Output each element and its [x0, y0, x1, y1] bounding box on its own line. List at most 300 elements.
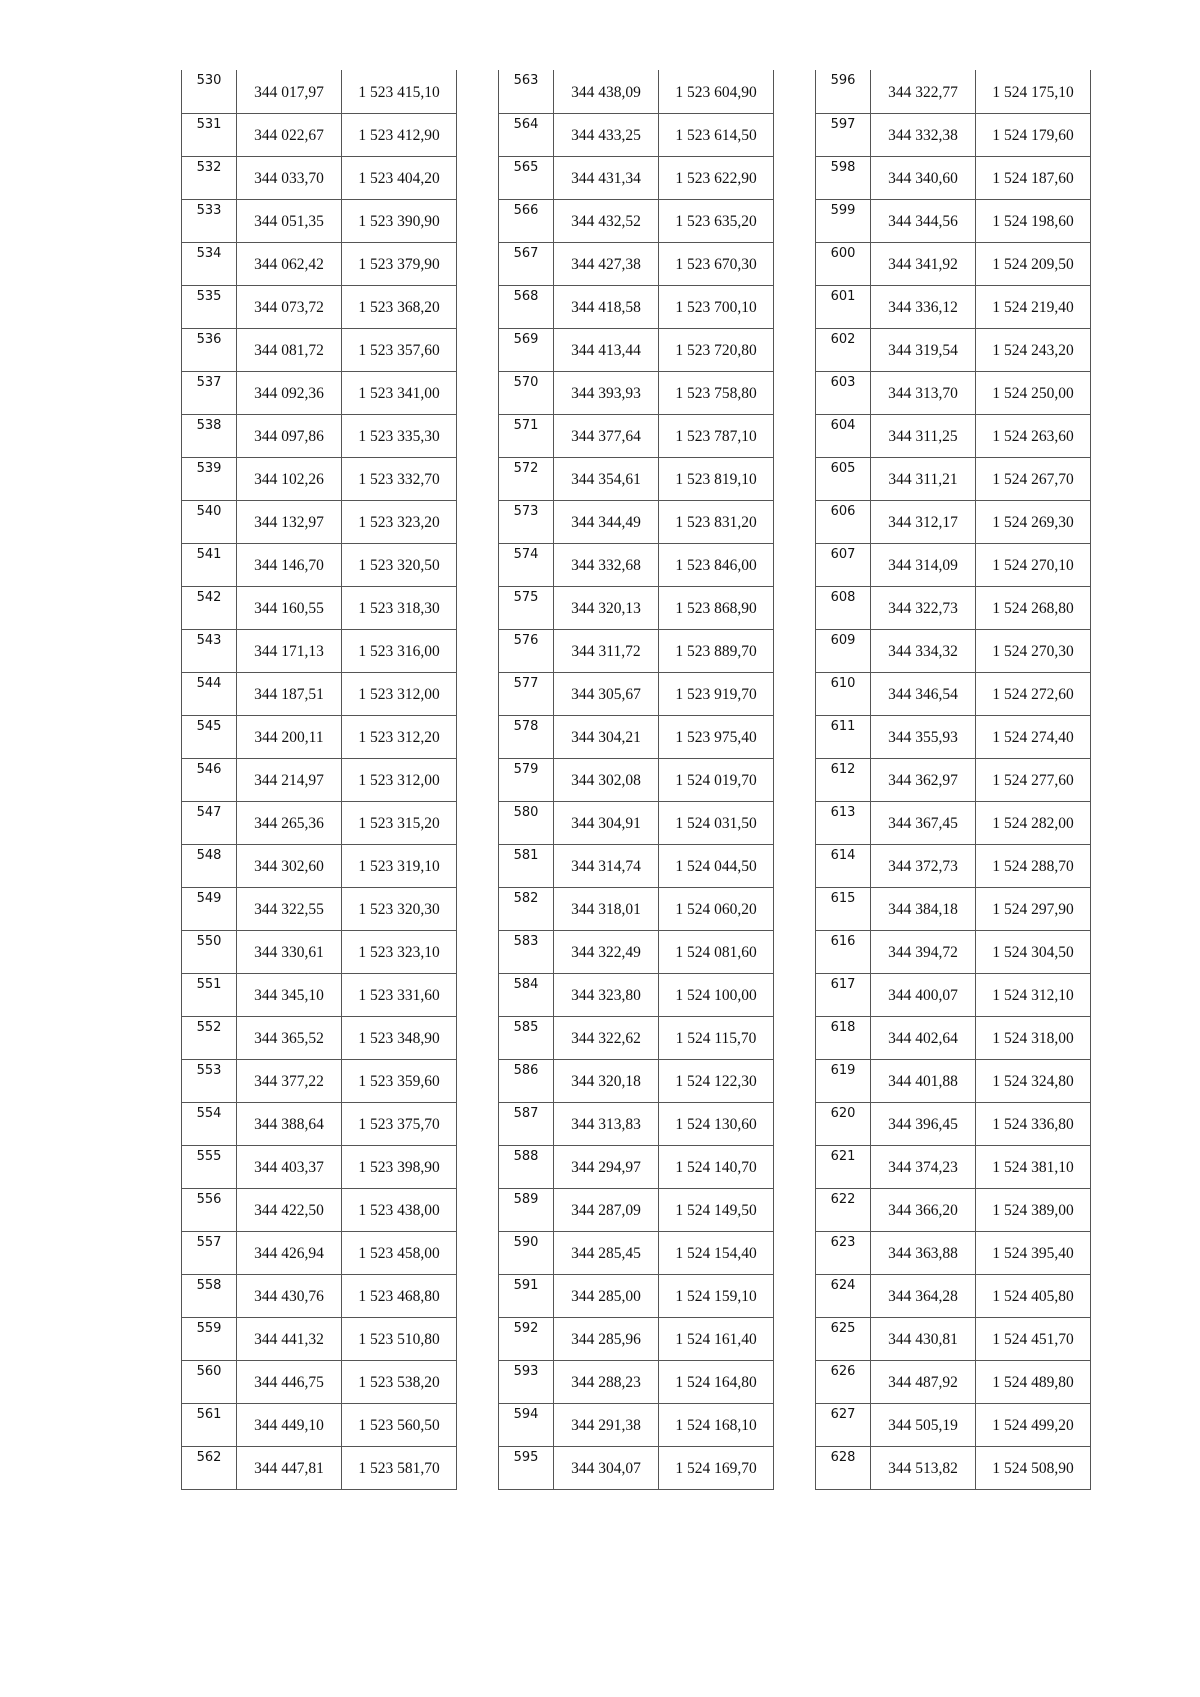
- y-coordinate-cell: 1 524 161,40: [659, 1317, 774, 1360]
- y-coordinate-cell: 1 523 670,30: [659, 242, 774, 285]
- table-row: [816, 156, 1091, 199]
- y-coordinate-cell: 1 524 336,80: [976, 1102, 1091, 1145]
- x-coordinate-cell: 344 320,13: [554, 586, 659, 629]
- table-row: [499, 500, 774, 543]
- x-coordinate-cell: 344 305,67: [554, 672, 659, 715]
- y-coordinate-cell: 1 524 389,00: [976, 1188, 1091, 1231]
- y-coordinate-cell: 1 524 288,70: [976, 844, 1091, 887]
- table-row: [816, 758, 1091, 801]
- x-coordinate-cell: 344 285,00: [554, 1274, 659, 1317]
- y-coordinate-cell: 1 523 312,00: [342, 758, 457, 801]
- x-coordinate-cell: 344 432,52: [554, 199, 659, 242]
- x-coordinate-cell: 344 364,28: [871, 1274, 976, 1317]
- point-number-cell: 538: [182, 414, 237, 457]
- point-number-cell: 559: [182, 1317, 237, 1360]
- table-row: [499, 715, 774, 758]
- x-coordinate-cell: 344 171,13: [237, 629, 342, 672]
- y-coordinate-cell: 1 523 379,90: [342, 242, 457, 285]
- x-coordinate-cell: 344 319,54: [871, 328, 976, 371]
- point-number-cell: 610: [816, 672, 871, 715]
- point-number-cell: 613: [816, 801, 871, 844]
- point-number-cell: 618: [816, 1016, 871, 1059]
- table-row: [499, 973, 774, 1016]
- y-coordinate-cell: 1 524 381,10: [976, 1145, 1091, 1188]
- table-row: [182, 328, 457, 371]
- point-number-cell: 578: [499, 715, 554, 758]
- table-row: [816, 1059, 1091, 1102]
- x-coordinate-cell: 344 433,25: [554, 113, 659, 156]
- point-number-cell: 543: [182, 629, 237, 672]
- table-row: [499, 1274, 774, 1317]
- table-row: [499, 801, 774, 844]
- y-coordinate-cell: 1 524 269,30: [976, 500, 1091, 543]
- table-row: [182, 844, 457, 887]
- x-coordinate-cell: 344 062,42: [237, 242, 342, 285]
- x-coordinate-cell: 344 384,18: [871, 887, 976, 930]
- table-row: [182, 500, 457, 543]
- y-coordinate-cell: 1 523 846,00: [659, 543, 774, 586]
- y-coordinate-cell: 1 524 169,70: [659, 1446, 774, 1489]
- x-coordinate-cell: 344 377,22: [237, 1059, 342, 1102]
- x-coordinate-cell: 344 081,72: [237, 328, 342, 371]
- x-coordinate-cell: 344 355,93: [871, 715, 976, 758]
- point-number-cell: 617: [816, 973, 871, 1016]
- table-row: [182, 758, 457, 801]
- y-coordinate-cell: 1 523 320,30: [342, 887, 457, 930]
- table-row: [182, 113, 457, 156]
- x-coordinate-cell: 344 377,64: [554, 414, 659, 457]
- x-coordinate-cell: 344 401,88: [871, 1059, 976, 1102]
- x-coordinate-cell: 344 102,26: [237, 457, 342, 500]
- table-row: [816, 715, 1091, 758]
- point-number-cell: 619: [816, 1059, 871, 1102]
- y-coordinate-cell: 1 523 622,90: [659, 156, 774, 199]
- table-row: [816, 586, 1091, 629]
- x-coordinate-cell: 344 311,25: [871, 414, 976, 457]
- x-coordinate-cell: 344 340,60: [871, 156, 976, 199]
- y-coordinate-cell: 1 524 100,00: [659, 973, 774, 1016]
- x-coordinate-cell: 344 422,50: [237, 1188, 342, 1231]
- table-row: [182, 801, 457, 844]
- y-coordinate-cell: 1 524 489,80: [976, 1360, 1091, 1403]
- table-row: [816, 1188, 1091, 1231]
- x-coordinate-cell: 344 097,86: [237, 414, 342, 457]
- point-number-cell: 604: [816, 414, 871, 457]
- x-coordinate-cell: 344 400,07: [871, 973, 976, 1016]
- x-coordinate-cell: 344 322,73: [871, 586, 976, 629]
- x-coordinate-cell: 344 313,70: [871, 371, 976, 414]
- y-coordinate-cell: 1 524 312,10: [976, 973, 1091, 1016]
- point-number-cell: 602: [816, 328, 871, 371]
- point-number-cell: 600: [816, 242, 871, 285]
- coordinates-table-2: [498, 70, 774, 1490]
- x-coordinate-cell: 344 285,96: [554, 1317, 659, 1360]
- point-number-cell: 577: [499, 672, 554, 715]
- y-coordinate-cell: 1 524 031,50: [659, 801, 774, 844]
- y-coordinate-cell: 1 523 312,00: [342, 672, 457, 715]
- y-coordinate-cell: 1 523 341,00: [342, 371, 457, 414]
- y-coordinate-cell: 1 523 819,10: [659, 457, 774, 500]
- coordinates-table-3: [815, 70, 1091, 1490]
- point-number-cell: 595: [499, 1446, 554, 1489]
- y-coordinate-cell: 1 523 316,00: [342, 629, 457, 672]
- table-row: [182, 285, 457, 328]
- table-row: [816, 801, 1091, 844]
- table-row: [499, 414, 774, 457]
- table-row: [182, 156, 457, 199]
- point-number-cell: 530: [182, 70, 237, 113]
- y-coordinate-cell: 1 523 375,70: [342, 1102, 457, 1145]
- y-coordinate-cell: 1 523 357,60: [342, 328, 457, 371]
- point-number-cell: 576: [499, 629, 554, 672]
- y-coordinate-cell: 1 523 312,20: [342, 715, 457, 758]
- point-number-cell: 565: [499, 156, 554, 199]
- y-coordinate-cell: 1 524 282,00: [976, 801, 1091, 844]
- table-row: [499, 1102, 774, 1145]
- y-coordinate-cell: 1 523 415,10: [342, 70, 457, 113]
- table-row: [499, 1231, 774, 1274]
- x-coordinate-cell: 344 513,82: [871, 1446, 976, 1489]
- x-coordinate-cell: 344 322,77: [871, 70, 976, 113]
- table-row: [182, 715, 457, 758]
- y-coordinate-cell: 1 523 787,10: [659, 414, 774, 457]
- y-coordinate-cell: 1 523 919,70: [659, 672, 774, 715]
- table-row: [182, 1059, 457, 1102]
- y-coordinate-cell: 1 524 499,20: [976, 1403, 1091, 1446]
- y-coordinate-cell: 1 524 324,80: [976, 1059, 1091, 1102]
- table-row: [182, 371, 457, 414]
- table-row: [499, 242, 774, 285]
- point-number-cell: 609: [816, 629, 871, 672]
- point-number-cell: 628: [816, 1446, 871, 1489]
- x-coordinate-cell: 344 396,45: [871, 1102, 976, 1145]
- table-row: [182, 1188, 457, 1231]
- table-row: [816, 1231, 1091, 1274]
- x-coordinate-cell: 344 334,32: [871, 629, 976, 672]
- x-coordinate-cell: 344 330,61: [237, 930, 342, 973]
- table-row: [182, 973, 457, 1016]
- table-row: [816, 844, 1091, 887]
- table-row: [182, 1145, 457, 1188]
- x-coordinate-cell: 344 291,38: [554, 1403, 659, 1446]
- point-number-cell: 536: [182, 328, 237, 371]
- point-number-cell: 616: [816, 930, 871, 973]
- table-row: [499, 70, 774, 113]
- y-coordinate-cell: 1 523 635,20: [659, 199, 774, 242]
- table-row: [499, 1446, 774, 1489]
- point-number-cell: 574: [499, 543, 554, 586]
- point-number-cell: 553: [182, 1059, 237, 1102]
- table-row: [499, 844, 774, 887]
- point-number-cell: 627: [816, 1403, 871, 1446]
- y-coordinate-cell: 1 524 508,90: [976, 1446, 1091, 1489]
- x-coordinate-cell: 344 402,64: [871, 1016, 976, 1059]
- table-row: [499, 113, 774, 156]
- point-number-cell: 579: [499, 758, 554, 801]
- point-number-cell: 572: [499, 457, 554, 500]
- x-coordinate-cell: 344 132,97: [237, 500, 342, 543]
- y-coordinate-cell: 1 523 331,60: [342, 973, 457, 1016]
- point-number-cell: 596: [816, 70, 871, 113]
- table-row: [182, 1274, 457, 1317]
- x-coordinate-cell: 344 346,54: [871, 672, 976, 715]
- point-number-cell: 624: [816, 1274, 871, 1317]
- table-row: [182, 1317, 457, 1360]
- x-coordinate-cell: 344 344,56: [871, 199, 976, 242]
- y-coordinate-cell: 1 524 122,30: [659, 1059, 774, 1102]
- y-coordinate-cell: 1 524 044,50: [659, 844, 774, 887]
- y-coordinate-cell: 1 524 297,90: [976, 887, 1091, 930]
- point-number-cell: 586: [499, 1059, 554, 1102]
- table-row: [182, 672, 457, 715]
- x-coordinate-cell: 344 362,97: [871, 758, 976, 801]
- point-number-cell: 571: [499, 414, 554, 457]
- x-coordinate-cell: 344 304,07: [554, 1446, 659, 1489]
- y-coordinate-cell: 1 524 168,10: [659, 1403, 774, 1446]
- table-row: [499, 285, 774, 328]
- point-number-cell: 573: [499, 500, 554, 543]
- point-number-cell: 606: [816, 500, 871, 543]
- x-coordinate-cell: 344 294,97: [554, 1145, 659, 1188]
- y-coordinate-cell: 1 524 209,50: [976, 242, 1091, 285]
- table-row: [499, 1059, 774, 1102]
- x-coordinate-cell: 344 322,49: [554, 930, 659, 973]
- x-coordinate-cell: 344 187,51: [237, 672, 342, 715]
- table-row: [816, 328, 1091, 371]
- x-coordinate-cell: 344 312,17: [871, 500, 976, 543]
- y-coordinate-cell: 1 523 348,90: [342, 1016, 457, 1059]
- table-row: [499, 1360, 774, 1403]
- x-coordinate-cell: 344 394,72: [871, 930, 976, 973]
- y-coordinate-cell: 1 524 395,40: [976, 1231, 1091, 1274]
- y-coordinate-cell: 1 523 831,20: [659, 500, 774, 543]
- table-row: [816, 414, 1091, 457]
- x-coordinate-cell: 344 146,70: [237, 543, 342, 586]
- y-coordinate-cell: 1 523 581,70: [342, 1446, 457, 1489]
- table-row: [816, 1446, 1091, 1489]
- table-row: [816, 543, 1091, 586]
- y-coordinate-cell: 1 524 277,60: [976, 758, 1091, 801]
- table-row: [499, 156, 774, 199]
- y-coordinate-cell: 1 523 404,20: [342, 156, 457, 199]
- table-row: [816, 242, 1091, 285]
- point-number-cell: 558: [182, 1274, 237, 1317]
- point-number-cell: 555: [182, 1145, 237, 1188]
- point-number-cell: 547: [182, 801, 237, 844]
- y-coordinate-cell: 1 523 438,00: [342, 1188, 457, 1231]
- point-number-cell: 588: [499, 1145, 554, 1188]
- table-row: [499, 629, 774, 672]
- x-coordinate-cell: 344 441,32: [237, 1317, 342, 1360]
- y-coordinate-cell: 1 524 140,70: [659, 1145, 774, 1188]
- table-row: [182, 242, 457, 285]
- point-number-cell: 557: [182, 1231, 237, 1274]
- y-coordinate-cell: 1 523 614,50: [659, 113, 774, 156]
- point-number-cell: 575: [499, 586, 554, 629]
- point-number-cell: 585: [499, 1016, 554, 1059]
- x-coordinate-cell: 344 314,09: [871, 543, 976, 586]
- x-coordinate-cell: 344 426,94: [237, 1231, 342, 1274]
- point-number-cell: 562: [182, 1446, 237, 1489]
- y-coordinate-cell: 1 524 081,60: [659, 930, 774, 973]
- x-coordinate-cell: 344 214,97: [237, 758, 342, 801]
- point-number-cell: 561: [182, 1403, 237, 1446]
- x-coordinate-cell: 344 313,83: [554, 1102, 659, 1145]
- table-row: [816, 629, 1091, 672]
- point-number-cell: 599: [816, 199, 871, 242]
- y-coordinate-cell: 1 524 198,60: [976, 199, 1091, 242]
- table-row: [182, 70, 457, 113]
- table-row: [816, 1274, 1091, 1317]
- y-coordinate-cell: 1 524 274,40: [976, 715, 1091, 758]
- y-coordinate-cell: 1 523 468,80: [342, 1274, 457, 1317]
- point-number-cell: 545: [182, 715, 237, 758]
- table-row: [816, 930, 1091, 973]
- point-number-cell: 583: [499, 930, 554, 973]
- point-number-cell: 534: [182, 242, 237, 285]
- point-number-cell: 608: [816, 586, 871, 629]
- point-number-cell: 542: [182, 586, 237, 629]
- y-coordinate-cell: 1 523 458,00: [342, 1231, 457, 1274]
- point-number-cell: 552: [182, 1016, 237, 1059]
- point-number-cell: 568: [499, 285, 554, 328]
- table-row: [182, 1403, 457, 1446]
- y-coordinate-cell: 1 524 451,70: [976, 1317, 1091, 1360]
- x-coordinate-cell: 344 413,44: [554, 328, 659, 371]
- point-number-cell: 623: [816, 1231, 871, 1274]
- y-coordinate-cell: 1 523 315,20: [342, 801, 457, 844]
- table-row: [182, 1360, 457, 1403]
- y-coordinate-cell: 1 523 390,90: [342, 199, 457, 242]
- x-coordinate-cell: 344 285,45: [554, 1231, 659, 1274]
- table-row: [499, 930, 774, 973]
- point-number-cell: 626: [816, 1360, 871, 1403]
- point-number-cell: 582: [499, 887, 554, 930]
- y-coordinate-cell: 1 524 130,60: [659, 1102, 774, 1145]
- x-coordinate-cell: 344 051,35: [237, 199, 342, 242]
- y-coordinate-cell: 1 523 320,50: [342, 543, 457, 586]
- point-number-cell: 563: [499, 70, 554, 113]
- point-number-cell: 620: [816, 1102, 871, 1145]
- x-coordinate-cell: 344 322,62: [554, 1016, 659, 1059]
- y-coordinate-cell: 1 523 335,30: [342, 414, 457, 457]
- x-coordinate-cell: 344 017,97: [237, 70, 342, 113]
- point-number-cell: 597: [816, 113, 871, 156]
- table-row: [182, 586, 457, 629]
- table-row: [499, 1188, 774, 1231]
- table-row: [499, 887, 774, 930]
- table-row: [816, 672, 1091, 715]
- x-coordinate-cell: 344 318,01: [554, 887, 659, 930]
- x-coordinate-cell: 344 320,18: [554, 1059, 659, 1102]
- point-number-cell: 592: [499, 1317, 554, 1360]
- y-coordinate-cell: 1 524 164,80: [659, 1360, 774, 1403]
- point-number-cell: 607: [816, 543, 871, 586]
- point-number-cell: 541: [182, 543, 237, 586]
- x-coordinate-cell: 344 341,92: [871, 242, 976, 285]
- point-number-cell: 539: [182, 457, 237, 500]
- x-coordinate-cell: 344 287,09: [554, 1188, 659, 1231]
- y-coordinate-cell: 1 523 538,20: [342, 1360, 457, 1403]
- point-number-cell: 581: [499, 844, 554, 887]
- point-number-cell: 564: [499, 113, 554, 156]
- x-coordinate-cell: 344 430,81: [871, 1317, 976, 1360]
- table-row: [499, 1317, 774, 1360]
- x-coordinate-cell: 344 393,93: [554, 371, 659, 414]
- y-coordinate-cell: 1 524 175,10: [976, 70, 1091, 113]
- y-coordinate-cell: 1 523 510,80: [342, 1317, 457, 1360]
- table-row: [182, 887, 457, 930]
- x-coordinate-cell: 344 505,19: [871, 1403, 976, 1446]
- point-number-cell: 598: [816, 156, 871, 199]
- point-number-cell: 593: [499, 1360, 554, 1403]
- y-coordinate-cell: 1 524 115,70: [659, 1016, 774, 1059]
- y-coordinate-cell: 1 523 323,20: [342, 500, 457, 543]
- y-coordinate-cell: 1 524 304,50: [976, 930, 1091, 973]
- y-coordinate-cell: 1 524 179,60: [976, 113, 1091, 156]
- point-number-cell: 544: [182, 672, 237, 715]
- x-coordinate-cell: 344 288,23: [554, 1360, 659, 1403]
- table-row: [816, 973, 1091, 1016]
- point-number-cell: 570: [499, 371, 554, 414]
- table-row: [182, 930, 457, 973]
- point-number-cell: 548: [182, 844, 237, 887]
- table-row: [499, 1016, 774, 1059]
- table-row: [499, 1145, 774, 1188]
- table-row: [816, 500, 1091, 543]
- x-coordinate-cell: 344 438,09: [554, 70, 659, 113]
- point-number-cell: 614: [816, 844, 871, 887]
- y-coordinate-cell: 1 524 250,00: [976, 371, 1091, 414]
- table-row: [182, 457, 457, 500]
- y-coordinate-cell: 1 524 149,50: [659, 1188, 774, 1231]
- y-coordinate-cell: 1 524 187,60: [976, 156, 1091, 199]
- y-coordinate-cell: 1 523 412,90: [342, 113, 457, 156]
- point-number-cell: 533: [182, 199, 237, 242]
- table-row: [182, 1446, 457, 1489]
- y-coordinate-cell: 1 524 154,40: [659, 1231, 774, 1274]
- y-coordinate-cell: 1 524 159,10: [659, 1274, 774, 1317]
- x-coordinate-cell: 344 344,49: [554, 500, 659, 543]
- table-row: [816, 1145, 1091, 1188]
- point-number-cell: 569: [499, 328, 554, 371]
- x-coordinate-cell: 344 367,45: [871, 801, 976, 844]
- table-row: [816, 70, 1091, 113]
- point-number-cell: 603: [816, 371, 871, 414]
- x-coordinate-cell: 344 033,70: [237, 156, 342, 199]
- y-coordinate-cell: 1 524 318,00: [976, 1016, 1091, 1059]
- x-coordinate-cell: 344 322,55: [237, 887, 342, 930]
- x-coordinate-cell: 344 354,61: [554, 457, 659, 500]
- y-coordinate-cell: 1 523 359,60: [342, 1059, 457, 1102]
- point-number-cell: 551: [182, 973, 237, 1016]
- table-row: [816, 113, 1091, 156]
- x-coordinate-cell: 344 418,58: [554, 285, 659, 328]
- x-coordinate-cell: 344 311,72: [554, 629, 659, 672]
- coordinates-table-1: [181, 70, 457, 1490]
- point-number-cell: 615: [816, 887, 871, 930]
- point-number-cell: 556: [182, 1188, 237, 1231]
- y-coordinate-cell: 1 524 060,20: [659, 887, 774, 930]
- table-row: [816, 199, 1091, 242]
- y-coordinate-cell: 1 524 270,10: [976, 543, 1091, 586]
- y-coordinate-cell: 1 523 332,70: [342, 457, 457, 500]
- y-coordinate-cell: 1 524 405,80: [976, 1274, 1091, 1317]
- x-coordinate-cell: 344 332,68: [554, 543, 659, 586]
- point-number-cell: 605: [816, 457, 871, 500]
- table-row: [182, 1016, 457, 1059]
- point-number-cell: 611: [816, 715, 871, 758]
